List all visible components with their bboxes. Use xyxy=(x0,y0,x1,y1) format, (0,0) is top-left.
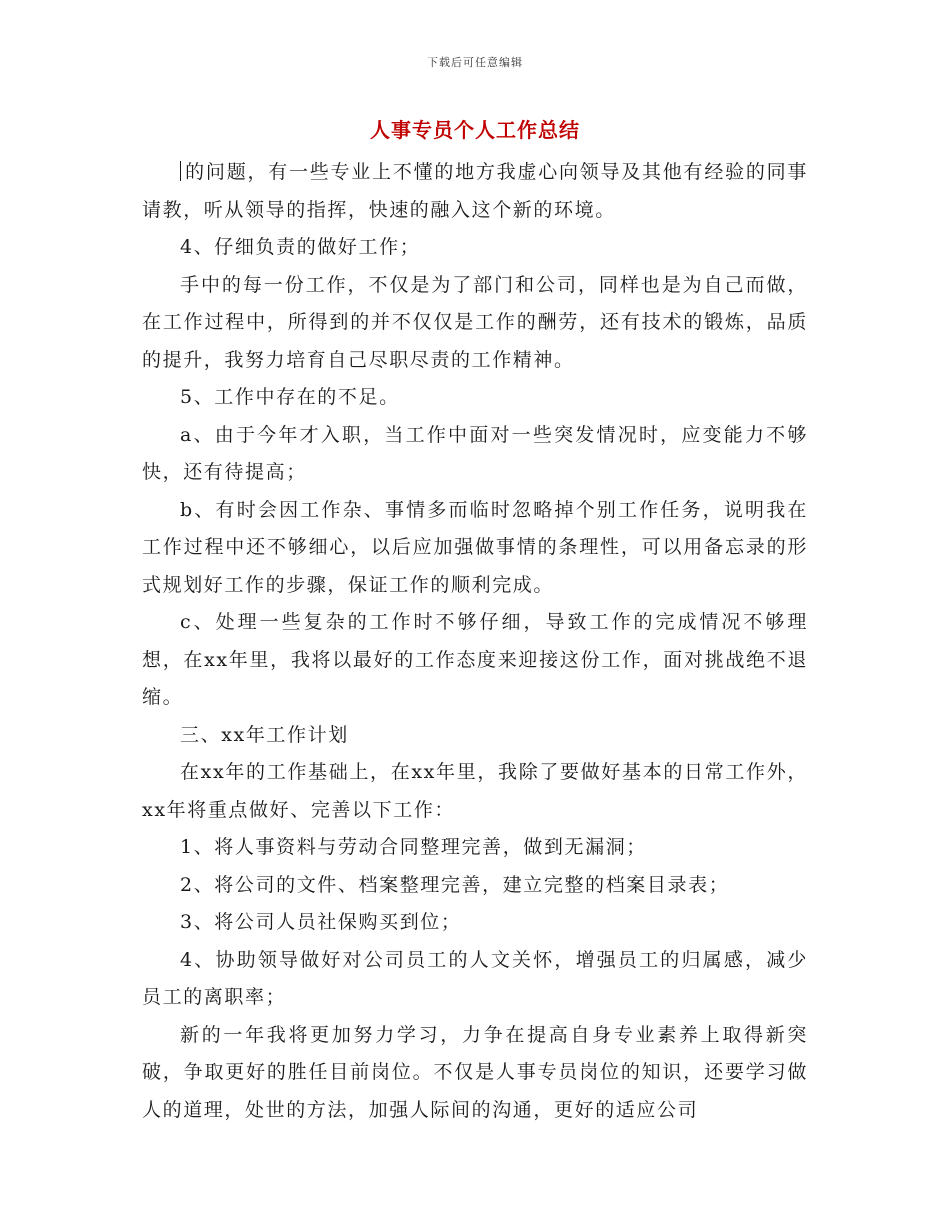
document-title: 人事专员个人工作总结 xyxy=(370,118,580,142)
list-item: 4、协助领导做好对公司员工的人文关怀，增强员工的归属感，减少员工的离职率； xyxy=(142,948,808,1008)
header-note: 下载后可任意编辑 xyxy=(427,56,523,69)
paragraph: 4、仔细负责的做好工作； xyxy=(180,236,421,258)
paragraph: 手中的每一份工作，不仅是为了部门和公司，同样也是为自己而做，在工作过程中，所得到的并不仅仅是工作的酬劳，还有技术的锻炼，品质的提升，我努力培育自己尽职尽责的工作精神。 xyxy=(142,273,808,371)
document-body xyxy=(142,154,808,1129)
paragraph: c、处理一些复杂的工作时不够仔细，导致工作的完成情况不够理想，在xx年里，我将以最好的工作态度来迎接这份工作，面对挑战绝不退缩。 xyxy=(142,611,808,708)
list-item: 1、将人事资料与劳动合同整理完善，做到无漏洞； xyxy=(180,836,647,858)
list-item: 2、将公司的文件、档案整理完善，建立完整的档案目录表； xyxy=(180,873,730,896)
paragraph-text: 的问题，有一些专业上不懂的地方我虚心向领导及其他有经验的同事请教，听从领导的指挥，快速的融入这个新的环境。 xyxy=(142,161,808,221)
paragraph: 新的一年我将更加努力学习，力争在提高自身专业素养上取得新突破，争取更好的胜任目前岗位。不仅是人事专员岗位的知识，还要学习做人的道理，处世的方法，加强人际间的沟通，更好的适应公司 xyxy=(142,1023,808,1121)
paragraph xyxy=(142,154,808,229)
section-heading: 三、xx年工作计划 xyxy=(180,723,349,746)
paragraph: a、由于今年才入职，当工作中面对一些突发情况时，应变能力不够快，还有待提高； xyxy=(142,423,808,483)
paragraph: 5、工作中存在的不足。 xyxy=(180,386,400,408)
text-cursor xyxy=(180,161,181,181)
paragraph: b、有时会因工作杂、事情多而临时忽略掉个别工作任务，说明我在工作过程中还不够细心，以后应加强做事情的条理性，可以用备忘录的形式规划好工作的步骤，保证工作的顺利完成。 xyxy=(142,498,808,596)
paragraph: 在xx年的工作基础上，在xx年里，我除了要做好基本的日常工作外，xx年将重点做好、完善以下工作： xyxy=(142,761,808,821)
list-item: 3、将公司人员社保购买到位； xyxy=(180,911,462,933)
